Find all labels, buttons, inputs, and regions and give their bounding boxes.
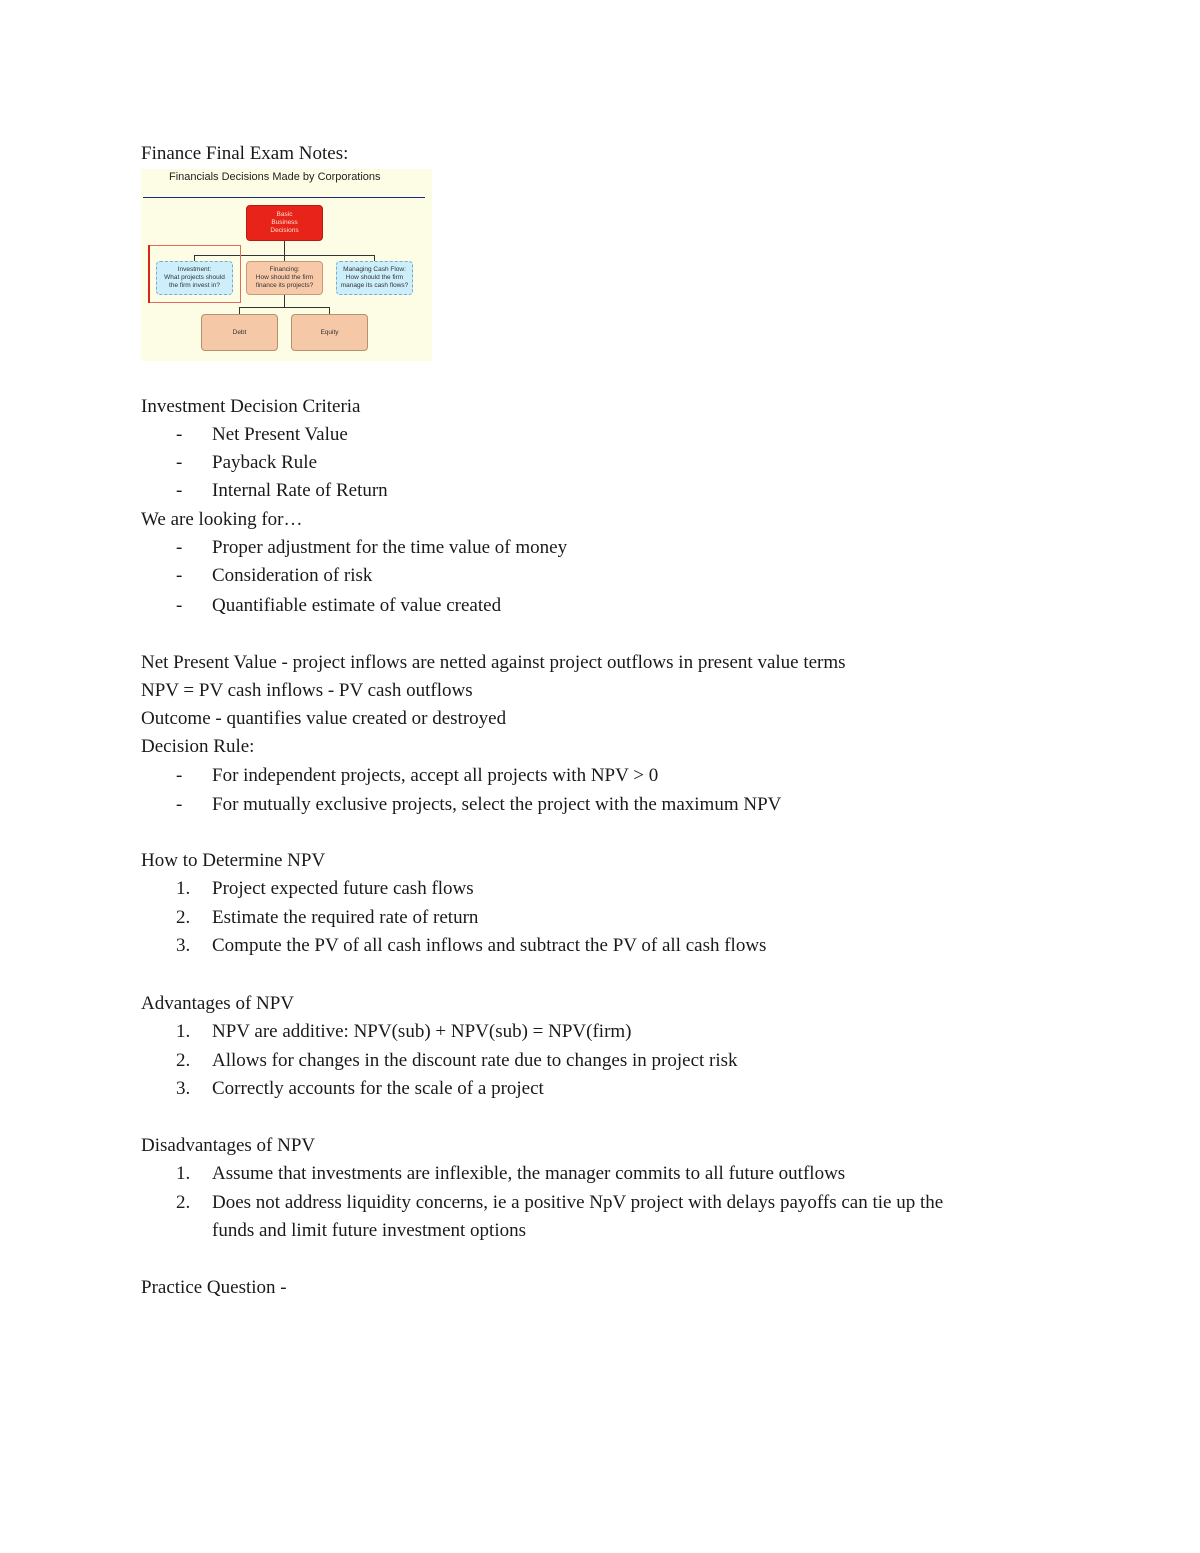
bullet-dash: - [176, 595, 183, 616]
bullet-dash: - [176, 424, 183, 445]
list-number: 2. [176, 907, 191, 928]
box-text: Debt [232, 328, 247, 336]
basic-business-decisions-box [246, 205, 323, 241]
list-item: Estimate the required rate of return [212, 907, 479, 928]
list-item: Compute the PV of all cash inflows and subtract the PV of all cash flows [212, 935, 767, 956]
list-item: NPV are additive: NPV(sub) + NPV(sub) = NPV(firm) [212, 1021, 632, 1042]
connector [284, 241, 285, 255]
list-item: For mutually exclusive projects, select the project with the maximum NPV [212, 794, 782, 815]
section-heading: Advantages of NPV [141, 993, 295, 1014]
section-heading: How to Determine NPV [141, 850, 326, 871]
list-number: 1. [176, 1021, 191, 1042]
list-item: Assume that investments are inflexible, the manager commits to all future outflows [212, 1163, 846, 1184]
decision-rule-heading: Decision Rule: [141, 736, 255, 757]
list-number: 3. [176, 1078, 191, 1099]
box-text: Basic [276, 211, 293, 218]
section-heading: Disadvantages of NPV [141, 1135, 316, 1156]
highlight-bar [148, 245, 150, 303]
list-item: Project expected future cash flows [212, 878, 474, 899]
bullet-dash: - [176, 765, 183, 786]
bullet-dash: - [176, 565, 183, 586]
box-text: Business [271, 219, 298, 226]
list-number: 1. [176, 1163, 191, 1184]
diagram-title: Financials Decisions Made by Corporations [169, 171, 381, 183]
bullet-dash: - [176, 537, 183, 558]
box-text: Equity [320, 328, 339, 336]
cash-flow-box [336, 261, 413, 295]
connector [329, 307, 330, 314]
list-item: Quantifiable estimate of value created [212, 595, 502, 616]
list-number: 2. [176, 1192, 191, 1213]
box-text: the firm invest in? [169, 282, 220, 289]
diagram-divider [143, 197, 425, 198]
npv-definition: Net Present Value - project inflows are netted against project outflows in present value terms [141, 652, 846, 673]
list-item: Proper adjustment for the time value of money [212, 537, 568, 558]
box-text: Investment: [177, 266, 212, 273]
connector [284, 295, 285, 307]
list-item-continuation: funds and limit future investment options [212, 1220, 526, 1241]
section-heading: We are looking for… [141, 509, 303, 530]
list-item: Internal Rate of Return [212, 480, 388, 501]
list-item: Consideration of risk [212, 565, 373, 586]
box-text: Financing: [269, 266, 300, 273]
list-item: Allows for changes in the discount rate due to changes in project risk [212, 1050, 738, 1071]
box-text: Decisions [270, 227, 299, 234]
box-text: How should the firm [255, 274, 314, 281]
bullet-dash: - [176, 480, 183, 501]
investment-box [156, 261, 233, 295]
list-item: Net Present Value [212, 424, 348, 445]
box-text: What projects should [164, 274, 225, 281]
box-text: manage its cash flows? [340, 282, 409, 289]
bullet-dash: - [176, 794, 183, 815]
npv-formula: NPV = PV cash inflows - PV cash outflows [141, 680, 473, 701]
box-text: finance its projects? [255, 282, 314, 289]
bullet-dash: - [176, 452, 183, 473]
connector [239, 307, 329, 308]
debt-box [201, 314, 278, 351]
connector [239, 307, 240, 314]
list-item: For independent projects, accept all projects with NPV > 0 [212, 765, 659, 786]
list-item: Payback Rule [212, 452, 318, 473]
list-number: 2. [176, 1050, 191, 1071]
list-number: 3. [176, 935, 191, 956]
equity-box [291, 314, 368, 351]
box-text: How should the firm [345, 274, 404, 281]
box-text: Managing Cash Flow: [343, 266, 406, 273]
corporate-decisions-diagram [141, 169, 432, 361]
page-title: Finance Final Exam Notes: [141, 143, 349, 164]
npv-outcome: Outcome - quantifies value created or destroyed [141, 708, 507, 729]
list-number: 1. [176, 878, 191, 899]
practice-question-heading: Practice Question - [141, 1277, 287, 1298]
list-item: Does not address liquidity concerns, ie a positive NpV project with delays payoffs can tie up the [212, 1192, 944, 1213]
financing-box [246, 261, 323, 295]
section-heading: Investment Decision Criteria [141, 396, 361, 417]
list-item: Correctly accounts for the scale of a project [212, 1078, 544, 1099]
